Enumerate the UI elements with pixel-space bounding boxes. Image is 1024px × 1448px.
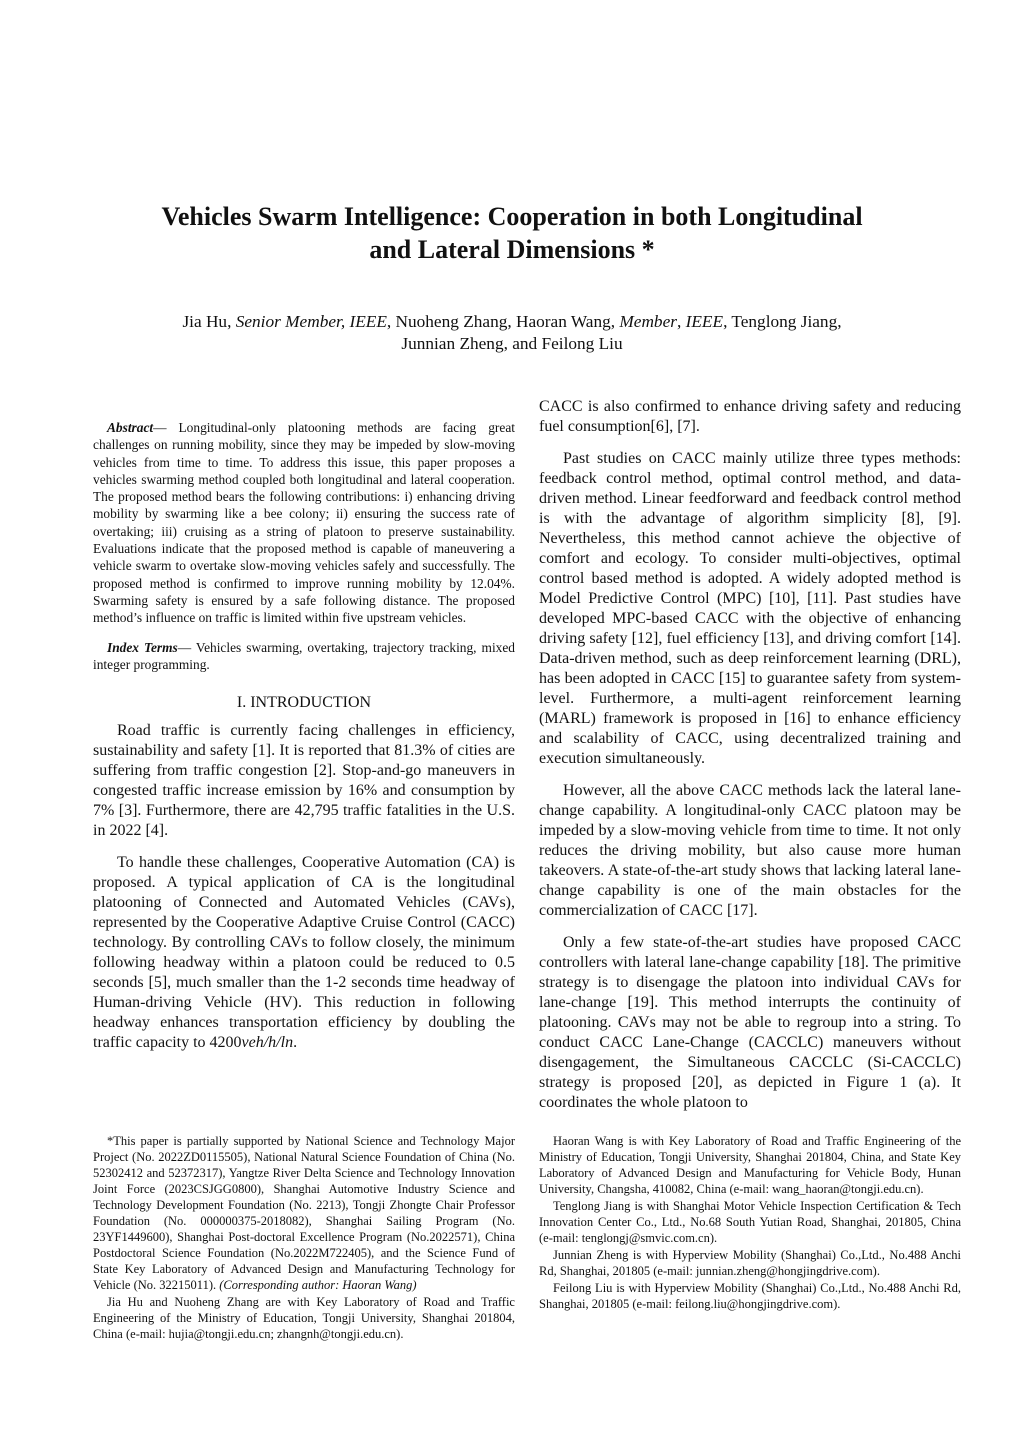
footnote-affiliation-liu: Feilong Liu is with Hyperview Mobility (Shanghai) Co.,Ltd., No.488 Anchi Rd, Shanghai, 201805 (e-mail: feilong.liu@hongjingdrive.com). bbox=[539, 1281, 961, 1311]
footnote-affiliation-wang: Haoran Wang is with Key Laboratory of Road and Traffic Engineering of the Ministry of Education, Tongji University, Shanghai 201804, China, and State Key Laboratory of Advanced Design and Manufacturing for Vehicle Body, Hunan University, Changsha, 410082, China (e-mail: wang_haoran@tongji.edu.cn). bbox=[539, 1134, 961, 1196]
right-column bbox=[539, 397, 961, 1113]
right-paragraph-cacc-methods: Past studies on CACC mainly utilize three types methods: feedback control method, optimal control method, and data-driven method. Linear feedforward and feedback control method is with the advantage of algorithm simplicity [8], [9]. Nevertheless, this method cannot achieve the objective of comfort and ecology. To consider multi-objectives, optimal control based method is adopted. A widely adopted method is Model Predictive Control (MPC) [10], [11]. Past studies have developed MPC-based CACC with the objective of enhancing driving safety [12], fuel efficiency [13], and driving comfort [14]. Data-driven method, such as deep reinforcement learning (DRL), has been adopted in CACC [15] to guarantee safety from system-level. Furthermore, a multi-agent reinforcement learning (MARL) framework is proposed in [16] to enhance efficiency and scalability of CACC, using decentralized training and execution simultaneously. bbox=[539, 450, 961, 767]
author-line-2: Junnian Zheng, and Feilong Liu bbox=[401, 334, 623, 353]
footnotes-left bbox=[93, 1133, 515, 1342]
intro-paragraph-1: Road traffic is currently facing challenges in efficiency, sustainability and safety [1]. It is reported that 81.3% of cities are suffering from traffic congestion [2]. Stop-and-go maneuvers in congested traffic increase emission by 16% and consumption by 7% [3]. Furthermore, there are 42,795 traffic fatalities in the U.S. in 2022 [4]. bbox=[93, 722, 515, 840]
index-terms-text: Vehicles swarming, overtaking, trajectory tracking, mixed integer programming. bbox=[93, 639, 515, 672]
footnote-corresponding-author: (Corresponding author: Haoran Wang) bbox=[219, 1278, 417, 1292]
footnotes-right bbox=[539, 1133, 961, 1312]
author-text: , Nuoheng Zhang, Haoran Wang, bbox=[386, 312, 620, 331]
abstract-text: Longitudinal-only platooning methods are facing great challenges on running mobility, since they may be impeded by slow-moving vehicles from time to time. To address this issue, this paper proposes a vehicles swarming method coupled both longitudinal and lateral cooperation. The proposed method bears the following contributions: i) enhancing driving mobility by swarming like a bee colony; ii) ensuring the success rate of overtaking; iii) cruising as a string of platoon to preserve sustainability. Evaluations indicate that the proposed method is capable of maneuvering a vehicle swarm to overtake slow-moving vehicles safely and successfully. The proposed method is confirmed to improve running mobility by 12.04%. Swarming safety is ensured by a safe following distance. The proposed method’s influence on traffic is limited within five upstream vehicles. bbox=[93, 420, 515, 626]
right-paragraph-cacclc: Only a few state-of-the-art studies have proposed CACC controllers with lateral lane-change capability [18]. The primitive strategy is to disengage the platoon into individual CAVs for lane-change [19]. This method interrupts the continuity of platooning. CAVs may not be able to regroup into a string. To conduct CACC Lane-Change (CACCLC) maneuvers without disengagement, the Simultaneous CACCLC (Si-CACCLC) strategy is proposed [20], as depicted in Figure 1 (a). It coordinates the whole platoon to bbox=[539, 934, 961, 1111]
right-paragraph-lane-change-gap: However, all the above CACC methods lack the lateral lane-change capability. A longitudinal-only CACC platoon may be impeded by a slow-moving vehicle from time to time. It not only reduces the driving mobility, but also cause more human takeovers. A state-of-the-art study shows that lacking lateral lane-change capability is one of the main obstacles for the commercialization of CACC [17]. bbox=[539, 782, 961, 919]
left-column bbox=[93, 419, 515, 1053]
abstract-dash: — bbox=[153, 420, 179, 435]
footnote-affiliation-jiang: Tenglong Jiang is with Shanghai Motor Vehicle Inspection Certification & Tech Innovation Center Co., Ltd., No.68 South Yutian Road, Shanghai, 201805, China (e-mail: tenglongj@smvic.com.cn). bbox=[539, 1199, 961, 1245]
right-paragraph-continued: CACC is also confirmed to enhance driving safety and reducing fuel consumption[6], [7]. bbox=[539, 398, 961, 435]
intro-paragraph-2 bbox=[93, 853, 515, 1053]
paper-title-line-1: Vehicles Swarm Intelligence: Cooperation in both Longitudinal bbox=[161, 202, 863, 231]
author-affiliation-title: IEEE bbox=[685, 312, 724, 331]
author-affiliation-title: Member bbox=[619, 312, 677, 331]
author-affiliation-title: Senior Member, IEEE bbox=[235, 312, 387, 331]
traffic-capacity-unit: veh/h/ln bbox=[241, 1034, 294, 1052]
footnote-funding bbox=[93, 1133, 515, 1293]
paper-title-line-2: and Lateral Dimensions * bbox=[369, 235, 655, 264]
author-list bbox=[110, 311, 914, 355]
index-terms-label: Index Terms bbox=[107, 639, 178, 655]
section-heading-introduction: I. INTRODUCTION bbox=[236, 694, 372, 712]
index-terms bbox=[93, 639, 515, 674]
footnote-affiliation-zheng: Junnian Zheng is with Hyperview Mobility (Shanghai) Co.,Ltd., No.488 Anchi Rd, Shanghai, 201805 (e-mail: junnian.zheng@hongjingdrive.com). bbox=[539, 1248, 961, 1278]
paper-title bbox=[100, 200, 924, 266]
abstract-label: Abstract bbox=[107, 420, 154, 435]
author-line-1 bbox=[110, 311, 914, 333]
abstract bbox=[93, 419, 515, 627]
intro-paragraph-2-text: To handle these challenges, Cooperative Automation (CA) is proposed. A typical application of CA is the longitudinal platooning of Connected and Automated Vehicles (CAVs), represented by the Cooperative Adaptive Cruise Control (CACC) technology. By controlling CAVs to follow closely, the minimum following headway within a platoon could be reduced to 0.5 seconds [5], much smaller than the 1-2 seconds time headway of Human-driving Vehicle (HV). This reduction in following headway enhances transportation efficiency by doubling the traffic capacity to 4200 bbox=[93, 854, 515, 1052]
author-text: Jia Hu, bbox=[182, 312, 236, 331]
footnote-affiliation-hu-zhang: Jia Hu and Nuoheng Zhang are with Key Laboratory of Road and Traffic Engineering of the Ministry of Education, Tongji University, Shanghai 201804, China (e-mail: hujia@tongji.edu.cn; zhangnh@tongji.edu.cn). bbox=[93, 1295, 515, 1341]
author-text: , Tenglong Jiang, bbox=[723, 312, 842, 331]
intro-paragraph-2-end: . bbox=[293, 1034, 298, 1052]
footnote-funding-text: *This paper is partially supported by National Science and Technology Major Project (No. 2022ZD0115505), National Natural Science Foundation of China (No. 52302412 and 52372317), Yangtze River Delta Science and Technology Innovation Joint Force (2023CSJGG0800), Shanghai Automotive Industry Science and Technology Development Foundation (No. 2213), Tongji Zhongte Chair Professor Foundation (No. 000000375-2018082), Shanghai Sailing Program (No. 23YF1449600), Shanghai Post-doctoral Excellence Program (No.2022571), China Postdoctoral Science Foundation (No.2022M722405), and the Science Fund of State Key Laboratory of Advanced Design and Manufacturing Technology for Vehicle (No. 32215011). bbox=[93, 1134, 515, 1292]
index-terms-dash: — bbox=[177, 639, 196, 655]
author-text: , bbox=[676, 312, 686, 331]
